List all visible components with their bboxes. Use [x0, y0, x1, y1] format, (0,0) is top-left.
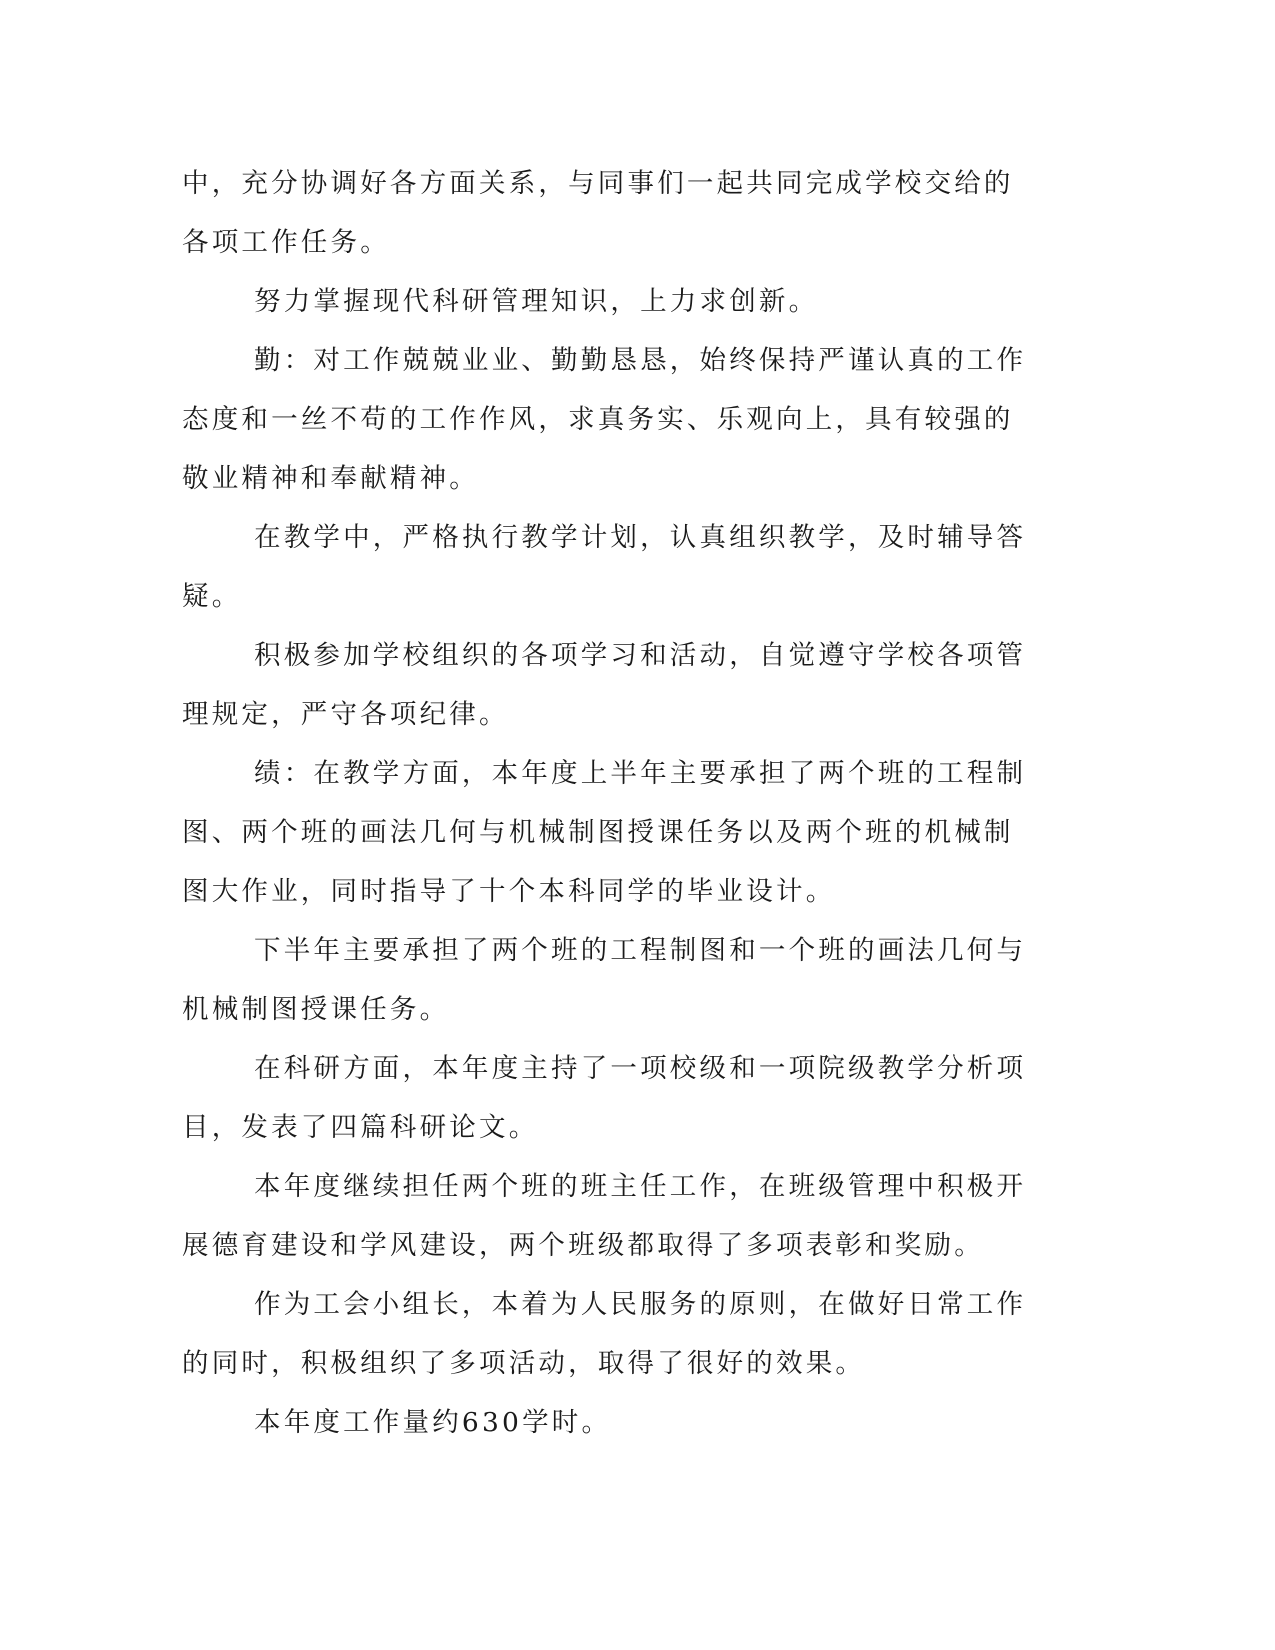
paragraph-second-half-year: 下半年主要承担了两个班的工程制图和一个班的画法几何与机械制图授课任务。: [182, 935, 1027, 1025]
paragraph-teaching-plan: 在教学中，严格执行教学计划，认真组织教学，及时辅导答疑。: [182, 522, 1027, 612]
paragraph-workload: 本年度工作量约630学时。: [254, 1407, 612, 1438]
paragraph-union-leader: 作为工会小组长，本着为人民服务的原则，在做好日常工作的同时，积极组织了多项活动，取得了很好的效果。: [182, 1289, 1027, 1379]
paragraph-diligence: 勤：对工作兢兢业业、勤勤恳恳，始终保持严谨认真的工作态度和一丝不苟的工作作风，求真务实、乐观向上，具有较强的敬业精神和奉献精神。: [182, 345, 1027, 494]
paragraph-research-management: 努力掌握现代科研管理知识，上力求创新。: [254, 286, 819, 317]
paragraph-class-advisor: 本年度继续担任两个班的班主任工作，在班级管理中积极开展德育建设和学风建设，两个班级都取得了多项表彰和奖励。: [182, 1171, 1027, 1261]
paragraph-school-activities: 积极参加学校组织的各项学习和活动，自觉遵守学校各项管理规定，严守各项纪律。: [182, 640, 1027, 730]
paragraph-continuation: 中，充分协调好各方面关系，与同事们一起共同完成学校交给的各项工作任务。: [182, 168, 1014, 258]
paragraph-research: 在科研方面，本年度主持了一项校级和一项院级教学分析项目，发表了四篇科研论文。: [182, 1053, 1027, 1143]
document-body: [182, 154, 1034, 1452]
paragraph-achievements: 绩：在教学方面，本年度上半年主要承担了两个班的工程制图、两个班的画法几何与机械制图授课任务以及两个班的机械制图大作业，同时指导了十个本科同学的毕业设计。: [182, 758, 1027, 907]
